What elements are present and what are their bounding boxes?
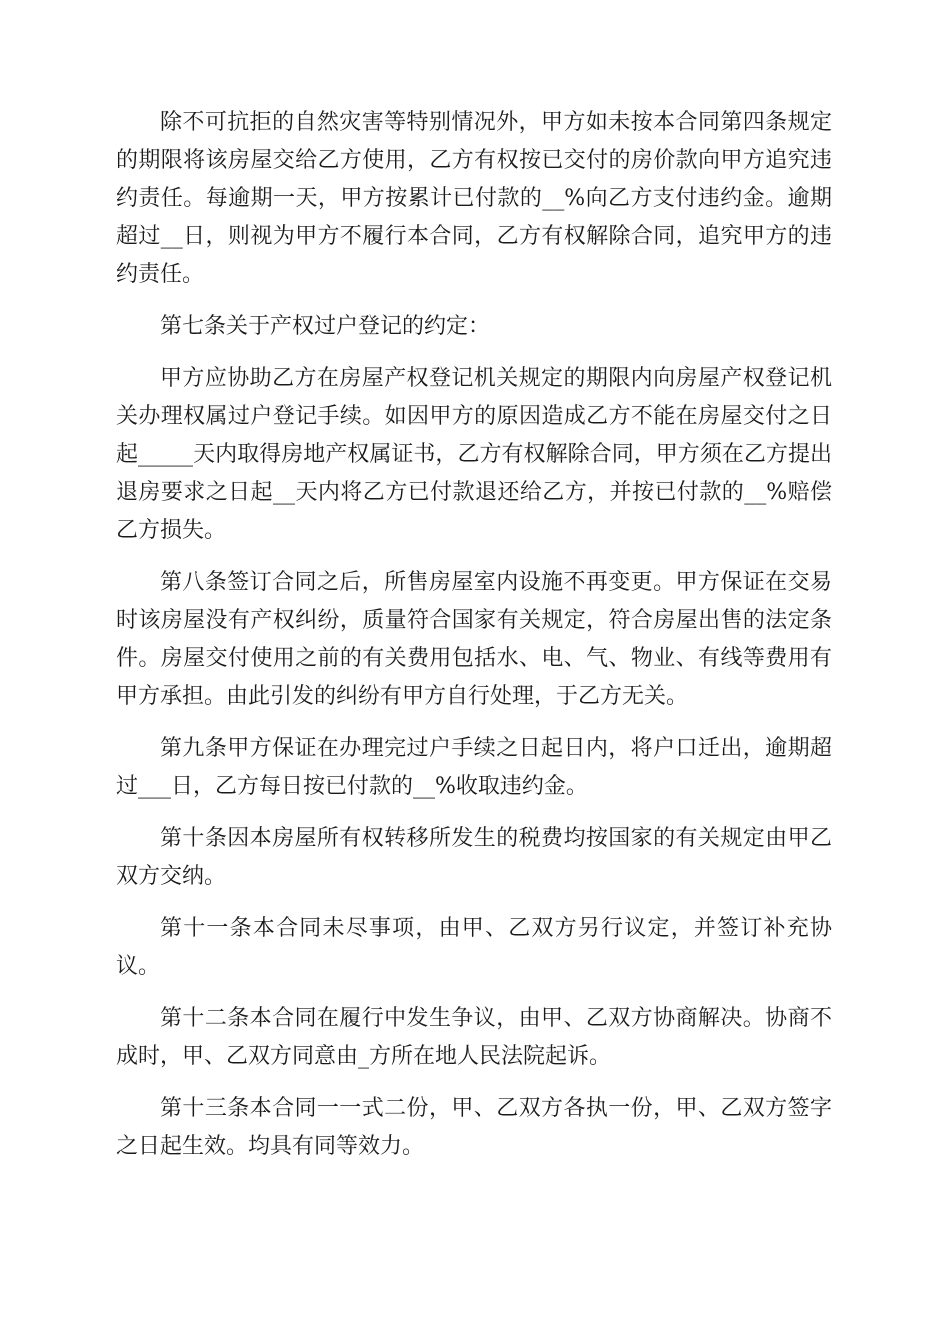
paragraph-article-7-body: 甲方应协助乙方在房屋产权登记机关规定的期限内向房屋产权登记机关办理权属过户登记手续。如因甲方的原因造成乙方不能在房屋交付之日起_____天内取得房地产权属证书，乙方有权解除合同，甲方须在乙方提出退房要求之日起__天内将乙方已付款退还给乙方，并按已付款的__%赔偿乙方损失。 [116, 366, 832, 543]
paragraph-article-10: 第十条因本房屋所有权转移所发生的税费均按国家的有关规定由甲乙双方交纳。 [116, 826, 832, 889]
paragraph-article-8: 第八条签订合同之后，所售房屋室内设施不再变更。甲方保证在交易时该房屋没有产权纠纷，质量符合国家有关规定，符合房屋出售的法定条件。房屋交付使用之前的有关费用包括水、电、气、物业、有线等费用有甲方承担。由此引发的纠纷有甲方自行处理，于乙方无关。 [116, 570, 832, 709]
paragraph-article-12: 第十二条本合同在履行中发生争议，由甲、乙双方协商解决。协商不成时，甲、乙双方同意由_方所在地人民法院起诉。 [116, 1006, 832, 1069]
paragraph-article-11: 第十一条本合同未尽事项，由甲、乙双方另行议定，并签订补充协议。 [116, 916, 832, 979]
paragraph-article-9: 第九条甲方保证在办理完过户手续之日起日内，将户口迁出，逾期超过___日，乙方每日按已付款的__%收取违约金。 [116, 736, 832, 799]
paragraph-article-7-heading: 第七条关于产权过户登记的约定： [160, 314, 491, 339]
document-body [116, 104, 832, 1180]
paragraph-default-liability: 除不可抗拒的自然灾害等特别情况外，甲方如未按本合同第四条规定的期限将该房屋交给乙方使用，乙方有权按已交付的房价款向甲方追究违约责任。每逾期一天，甲方按累计已付款的__%向乙方支付违约金。逾期超过__日，则视为甲方不履行本合同，乙方有权解除合同，追究甲方的违约责任。 [116, 110, 832, 287]
paragraph-article-13: 第十三条本合同一一式二份，甲、乙双方各执一份，甲、乙双方签字之日起生效。均具有同等效力。 [116, 1096, 832, 1159]
